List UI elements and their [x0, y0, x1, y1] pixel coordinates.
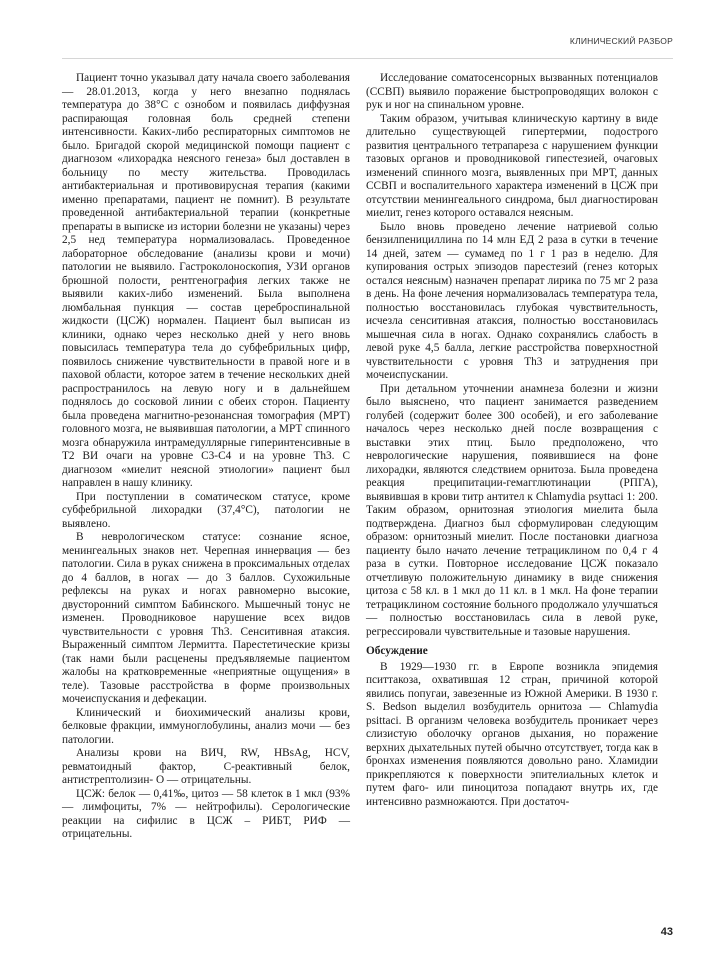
paragraph: Пациент точно указывал дату начала своего заболевания — 28.01.2013, когда у него внезапно поднялась температура до 38°С с ознобом и появилась диффузная распирающая головная боль средней степени интенсивности. Каких-либо респираторных симптомов не было. Бригадой скорой медицинской помощи пациент с диагнозом «лихорадка неясного генеза» был доставлен в больницу по месту жительства. Проводилась антибактериальная и противовирусная терапия (какими именно препаратами, пациент не помнит). В результате проведенной антибактериальной терапии (конкретные препараты в выписке из истории болезни не указаны) через 2,5 нед температура нормализовалась. Проведенное лабораторное обследование (анализы крови и мочи) патологии не выявило. Гастроколоноскопия, УЗИ органов брюшной полости, рентгенография легких также не выявили каких-либо изменений. Была выполнена люмбальная пункция — состав цереброспинальной жидкости (ЦСЖ) нормален. Пациент был выписан из клиники, однако через несколько дней у него вновь повысилась температура тела до субфебрильных цифр, появилось снижение чувствительности в правой ноге и в паховой области, которое затем в течение нескольких дней распространилось на левую ногу и в дальнейшем поднялось до сосковой линии с обеих сторон. Пациенту была проведена магнитно-резонансная томография (МРТ) головного мозга, не выявившая патологии, а МРТ спинного мозга обнаружила интрамедуллярные гиперинтенсивные в Т2 ВИ очаги на уровне С3-С4 и на уровне Th3. С диагнозом «миелит неясной этиологии» пациент был направлен в нашу клинику.	[62, 72, 350, 489]
header-divider	[62, 58, 673, 59]
paragraph: Клинический и биохимический анализы крови, белковые фракции, иммуноглобулины, анализ мочи — без патологии.	[62, 706, 350, 746]
paragraph: В неврологическом статусе: сознание ясное, менингеальных знаков нет. Черепная иннервация — без патологии. Сила в руках снижена в проксимальных отделах до 4 баллов, в ногах — до 3 баллов. Сухожильные рефлексы на руках и ногах равномерно высокие, двусторонний симптом Бабинского. Мышечный тонус не изменен. Проводниковое нарушение всех видов чувствительности с уровня Th3. Сенситивная атаксия. Выраженный симптом Лермитта. Парестетические кризы (так нами были расценены предъявляемые пациентом жалобы на кратковременные «неприятные ощущения» в теле). Тазовые расстройства в форме произвольных мочеиспускания и дефекации.	[62, 531, 350, 705]
paragraph: ЦСЖ: белок — 0,41‰, цитоз — 58 клеток в 1 мкл (93% — лимфоциты, 7% — нейтрофилы). Серологические реакции на сифилис в ЦСЖ – РИБТ, РИФ — отрицательны.	[62, 787, 350, 840]
paragraph: Было вновь проведено лечение натриевой солью бензилпенициллина по 14 млн ЕД 2 раза в сутки в течение 14 дней, затем — сумамед по 1 г 1 раз в неделю. Для купирования острых эпизодов парестезий (генез которых остался неясным) назначен препарат лирика по 75 мг 2 раза в день. На фоне лечения нормализовалась температура тела, полностью восстановилась глубокая чувствительность, исчезла сенситивная атаксия, полностью восстановилась мышечная сила в ногах. Однако сохранялись слабость в левой руке 4,5 балла, легкие расстройства поверхностной чувствительности с уровня Th3 и затруднения при мочеиспускании.	[366, 220, 658, 381]
paragraph: При детальном уточнении анамнеза болезни и жизни было выяснено, что пациент занимается разведением голубей (содержит более 300 особей), и его заболевание началось через несколько дней после возвращения с выставки этих птиц. Было предположено, что неврологические нарушения, появившиеся на фоне лихорадки, являются следствием орнитоза. Была проведена реакция преципитации-гемагглютинации (РПГА), выявившая в крови титр антител к Chlamydia psyttaci 1: 200. Таким образом, орнитозная этиология миелита была подтверждена. Диагноз был сформулирован следующим образом: орнитозный миелит. После постановки диагноза пациенту было начато лечение тетрациклином по 0,4 г 4 раза в сутки. Повторное исследование ЦСЖ показало отчетливую положительную динамику в виде снижения цитоза с 58 кл. в 1 мкл до 11 кл. в 1 мкл. На фоне терапии тетрациклином состояние больного продолжало улучшаться — полностью восстановилась сила в левой руке, регрессировали чувствительные и тазовые нарушения.	[366, 382, 658, 638]
discussion-heading: Обсуждение	[366, 645, 428, 657]
paragraph: Исследование соматосенсорных вызванных потенциалов (ССВП) выявило поражение быстропроводящих волокон с рук и ног на спинальном уровне.	[366, 72, 658, 111]
paragraph: Таким образом, учитывая клиническую картину в виде длительно существующей гипертермии, подострого развития центрального тетрапареза с нарушением функции тазовых органов и проводниковой гипестезией, очаговых изменений спинного мозга, выявленных при МРТ, данных ССВП и воспалительного характера изменений в ЦСЖ при отсутствии менингеального синдрома, был диагностирован миелит, генез которого оставался неясным.	[366, 112, 658, 219]
paragraph: В 1929—1930 гг. в Европе возникла эпидемия пситтакоза, охватившая 12 стран, причиной которой явились попугаи, завезенные из Южной Америки. В 1930 г. S. Bedson выделил возбудитель орнитоза — Chlamydia psittaci. В организм человека возбудитель проникает через слизистую оболочку органов дыхания, но поражение верхних дыхательных путей обычно отсутствует, тогда как в бронхах изменения появляются довольно рано. Хламидии прикрепляются к поверхности эпителиальных клеток и путем фаго- или пиноцитоза попадают внутрь их, где интенсивно размножаются. При достаточ-	[366, 660, 658, 808]
left-column	[62, 72, 350, 842]
paragraph: Анализы крови на ВИЧ, RW, HBsAg, HCV, ревматоидный фактор, С-реактивный белок, антистрептолизин- О — отрицательны.	[62, 747, 350, 786]
page-number: 43	[660, 926, 673, 938]
paragraph: При поступлении в соматическом статусе, кроме субфебрильной лихорадки (37,4°С), патологии не выявлено.	[62, 490, 350, 530]
right-column	[366, 72, 658, 809]
section-label: КЛИНИЧЕСКИЙ РАЗБОР	[569, 36, 673, 46]
